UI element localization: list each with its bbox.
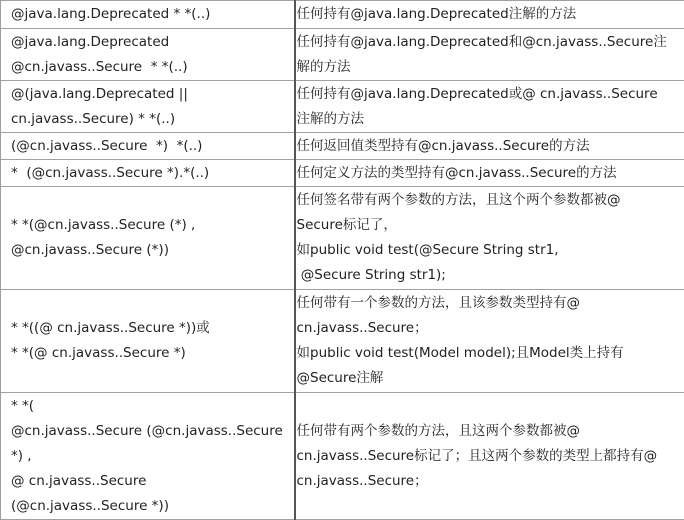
expression-cell (1, 393, 295, 520)
cell-text: cn.javass..Secure) * *(..) (11, 107, 294, 132)
expression-cell (1, 133, 295, 160)
table-row (1, 290, 684, 393)
description-cell (295, 1, 684, 29)
expression-cell (1, 290, 295, 393)
cell-text: 任何持有@java.lang.Deprecated和@cn.javass..Secure注 (297, 30, 684, 55)
description-cell (295, 393, 684, 520)
cell-text: (@cn.javass..Secure *) *(..) (11, 134, 294, 159)
description-cell (295, 81, 684, 133)
cell-text: * *((@ cn.javass..Secure *))或 (11, 316, 294, 341)
cell-text: 任何定义方法的类型持有@cn.javass..Secure的方法 (297, 161, 684, 186)
description-cell (295, 29, 684, 81)
cell-text: (@cn.javass..Secure *)) (11, 494, 294, 519)
cell-text: 注解的方法 (297, 107, 684, 132)
cell-text: 任何持有@java.lang.Deprecated注解的方法 (297, 2, 684, 27)
description-cell (295, 187, 684, 290)
cell-text: @Secure注解 (297, 366, 684, 391)
table-row (1, 81, 684, 133)
expression-cell (1, 81, 295, 133)
cell-text: 解的方法 (297, 55, 684, 80)
cell-text: cn.javass..Secure标记了；且这两个参数的类型上都持有@ (297, 444, 684, 469)
cell-text: Secure标记了， (297, 213, 684, 238)
table-row (1, 1, 684, 29)
cell-text: @(java.lang.Deprecated || (11, 82, 294, 107)
cell-text: @cn.javass..Secure (*)) (11, 238, 294, 263)
cell-text: * *(@cn.javass..Secure (*) , (11, 213, 294, 238)
table-row (1, 133, 684, 160)
cell-text: * (@cn.javass..Secure *).*(..) (11, 161, 294, 186)
table-row (1, 160, 684, 187)
table-row (1, 187, 684, 290)
cell-text: 任何签名带有两个参数的方法，且这个两个参数都被@ (297, 188, 684, 213)
cell-text: @cn.javass..Secure * *(..) (11, 55, 294, 80)
cell-text: 如public void test(@Secure String str1, (297, 238, 684, 263)
cell-text: 任何带有两个参数的方法，且这两个参数都被@ (297, 419, 684, 444)
cell-text: 任何带有一个参数的方法，且该参数类型持有@ (297, 291, 684, 316)
description-cell (295, 160, 684, 187)
table-row (1, 29, 684, 81)
cell-text: @java.lang.Deprecated (11, 30, 294, 55)
description-cell (295, 290, 684, 393)
cell-text: *) , (11, 444, 294, 469)
cell-text: @cn.javass..Secure (@cn.javass..Secure (11, 419, 294, 444)
cell-text: * *(@ cn.javass..Secure *) (11, 341, 294, 366)
expression-cell (1, 160, 295, 187)
cell-text: cn.javass..Secure； (297, 469, 684, 494)
cell-text: 如public void test(Model model);且Model类上持有 (297, 341, 684, 366)
expression-cell (1, 29, 295, 81)
table-row (1, 393, 684, 520)
cell-text: 任何返回值类型持有@cn.javass..Secure的方法 (297, 134, 684, 159)
cell-text: @java.lang.Deprecated * *(..) (11, 2, 294, 27)
expression-cell (1, 1, 295, 29)
cell-text: @ cn.javass..Secure (11, 469, 294, 494)
description-cell (295, 133, 684, 160)
cell-text: * *( (11, 394, 294, 419)
expression-cell (1, 187, 295, 290)
cell-text: 任何持有@java.lang.Deprecated或@ cn.javass..Secure (297, 82, 684, 107)
cell-text: @Secure String str1); (297, 263, 684, 288)
cell-text: cn.javass..Secure； (297, 316, 684, 341)
